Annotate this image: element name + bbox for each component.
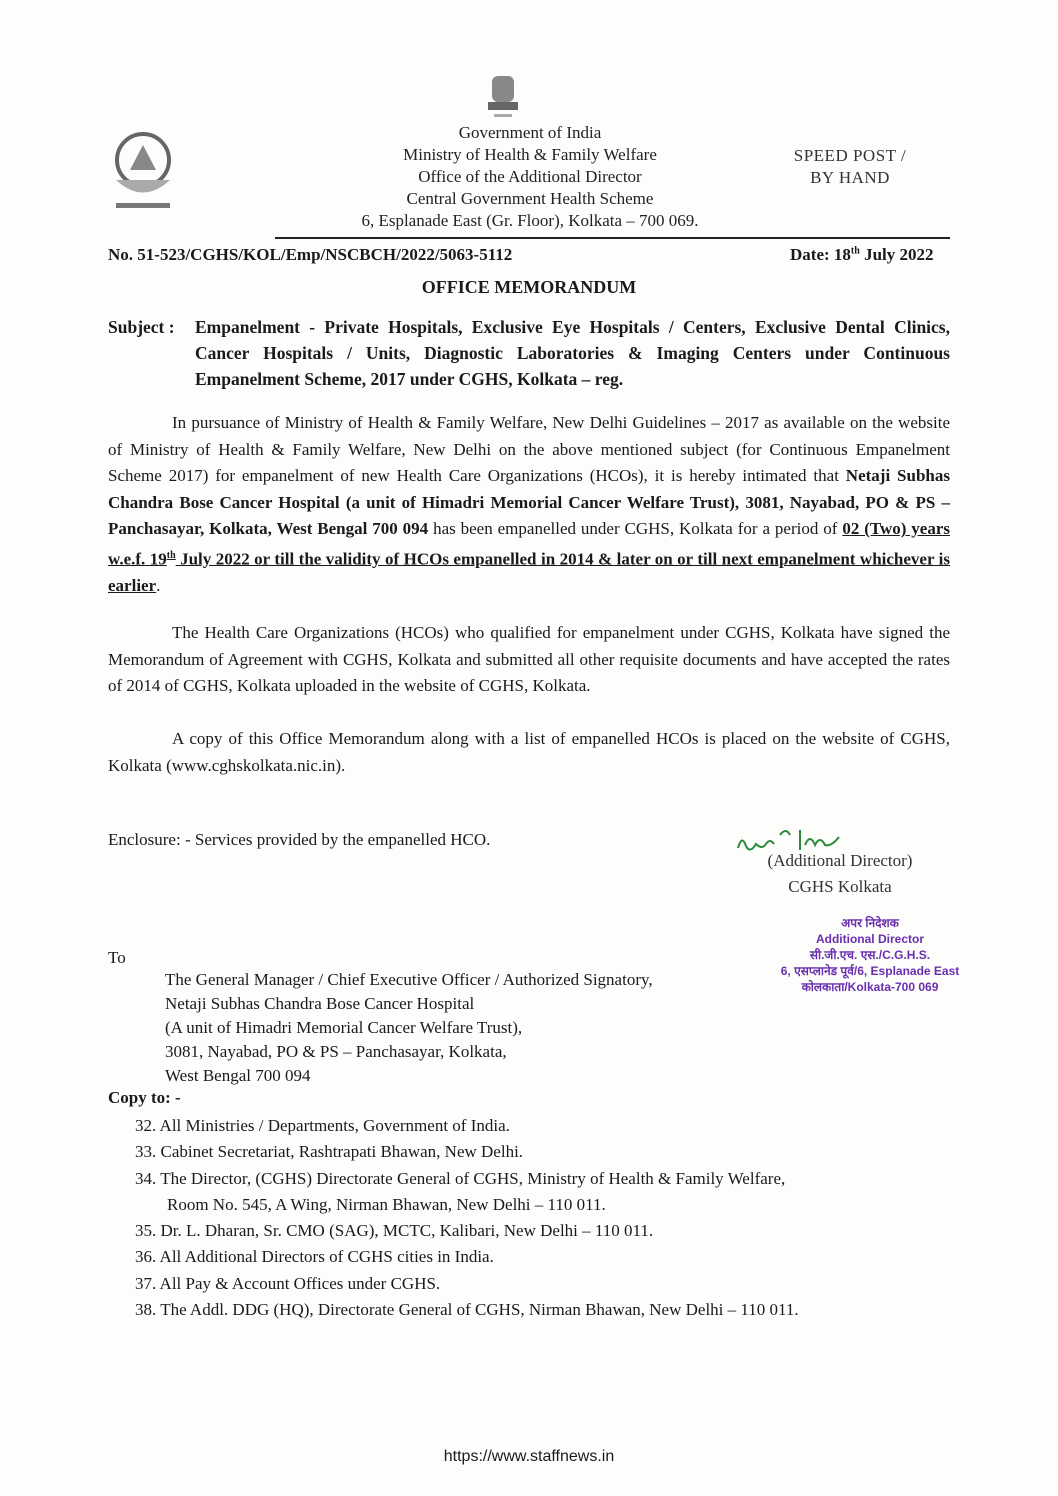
date-sup: th [850, 245, 860, 257]
list-item: 33. Cabinet Secretariat, Rashtrapati Bhawan, New Delhi. [135, 1142, 524, 1162]
stamp-line: Additional Director [815, 932, 924, 946]
official-stamp [770, 915, 970, 995]
address-line: The General Manager / Chief Executive Officer / Authorized Signatory, [165, 970, 653, 989]
subject [108, 314, 950, 392]
address-line: 3081, Nayabad, PO & PS – Panchasayar, Kolkata, [165, 1042, 507, 1061]
signatory-block [740, 848, 940, 900]
recipient-address [165, 968, 653, 1088]
paragraph-1 [108, 410, 950, 599]
list-item: 37. All Pay & Account Offices under CGHS. [135, 1273, 441, 1293]
national-emblem-icon [478, 70, 528, 122]
hospital-name: Netaji Subhas Chandra Bose Cancer Hospital (a unit of Himadri Memorial Cancer Welfare Trust), 3081, Nayabad, PO & PS – Panchasayar, Kolkata, West Bengal 700 094 [108, 466, 950, 538]
delivery-mode [770, 145, 930, 189]
date-prefix: Date: 18 [790, 245, 851, 264]
list-item: Room No. 545, A Wing, Nirman Bhawan, New Delhi – 110 011. [167, 1194, 606, 1214]
copy-to-label: Copy to: - [108, 1088, 181, 1107]
para1-text: In pursuance of Ministry of Health & Family Welfare, New Delhi Guidelines – 2017 as available on the website of Ministry of Health & Family Welfare, New Delhi on the above mentioned subject (for Continuous Empanelment Scheme 2017) for empanelment of new Health Care Organizations (HCOs), it is hereby intimated that [108, 413, 950, 485]
letterhead-line: Central Government Health Scheme [406, 189, 654, 208]
address-line: West Bengal 700 094 [165, 1066, 311, 1085]
list-item: 36. All Additional Directors of CGHS cities in India. [135, 1247, 494, 1267]
para1-text: . [156, 575, 161, 595]
copy-to-list [135, 1113, 799, 1323]
subject-label: Subject : [108, 317, 175, 337]
signatory-office: CGHS Kolkata [788, 877, 892, 896]
stamp-line: अपर निदेशक [841, 916, 899, 930]
memo-date [790, 245, 934, 265]
list-item: 34. The Director, (CGHS) Directorate General of CGHS, Ministry of Health & Family Welfare, [135, 1168, 786, 1188]
list-item: 32. All Ministries / Departments, Government of India. [135, 1116, 510, 1135]
subject-text: Empanelment - Private Hospitals, Exclusive Eye Hospitals / Centers, Exclusive Dental Clinics, Cancer Hospitals / Units, Diagnostic Laboratories & Imaging Centers under Continuous Empanelment Scheme, 2017 under CGHS, Kolkata – reg. [195, 317, 950, 389]
to-label: To [108, 948, 126, 967]
para1-text: has been empanelled under CGHS, Kolkata for a period of [428, 519, 843, 538]
letterhead-line: Ministry of Health & Family Welfare [403, 145, 657, 164]
stamp-line: कोलकाता/Kolkata-700 069 [801, 980, 939, 994]
list-item: 38. The Addl. DDG (HQ), Directorate General of CGHS, Nirman Bhawan, New Delhi – 110 011. [135, 1300, 799, 1320]
enclosure: Enclosure: - Services provided by the empanelled HCO. [108, 830, 491, 849]
document-title: OFFICE MEMORANDUM [421, 277, 637, 297]
paragraph-2: The Health Care Organizations (HCOs) who qualified for empanelment under CGHS, Kolkata have signed the Memorandum of Agreement with CGHS, Kolkata and submitted all other requisite documents and have accepted the rates of 2014 of CGHS, Kolkata uploaded in the website of CGHS, Kolkata. [108, 623, 950, 695]
validity-period: July 2022 or till the validity of HCOs empanelled in 2014 & later on or till next empanelment whichever is earlier [108, 549, 950, 595]
cghs-logo-icon [108, 125, 178, 215]
address-line: (A unit of Himadri Memorial Cancer Welfare Trust), [165, 1018, 523, 1037]
reference-number: No. 51-523/CGHS/KOL/Emp/NSCBCH/2022/5063-5112 [108, 245, 513, 264]
delivery-line: SPEED POST / [793, 146, 907, 165]
signatory-designation: (Additional Director) [767, 851, 913, 870]
header-divider [275, 237, 950, 239]
letterhead [300, 122, 760, 232]
delivery-line: BY HAND [810, 168, 890, 187]
stamp-line: 6, एसप्लानेड पूर्व/6, Esplanade East [780, 964, 960, 978]
letterhead-line: Office of the Additional Director [418, 167, 642, 186]
date-suffix: July 2022 [859, 245, 934, 264]
validity-sup: th [166, 549, 176, 561]
stamp-line: सी.जी.एच. एस./C.G.H.S. [809, 948, 931, 962]
footer-url[interactable]: https://www.staffnews.in [443, 1448, 615, 1465]
letterhead-line: Government of India [458, 123, 602, 142]
address-line: Netaji Subhas Chandra Bose Cancer Hospital [165, 994, 475, 1013]
paragraph-3: A copy of this Office Memorandum along with a list of empanelled HCOs is placed on the website of CGHS, Kolkata (www.cghskolkata.nic.in). [108, 729, 950, 775]
validity-period: 02 (Two) years w.e.f. 19 [108, 519, 951, 569]
list-item: 35. Dr. L. Dharan, Sr. CMO (SAG), MCTC, Kalibari, New Delhi – 110 011. [135, 1221, 654, 1241]
letterhead-line: 6, Esplanade East (Gr. Floor), Kolkata – 700 069. [361, 211, 699, 230]
